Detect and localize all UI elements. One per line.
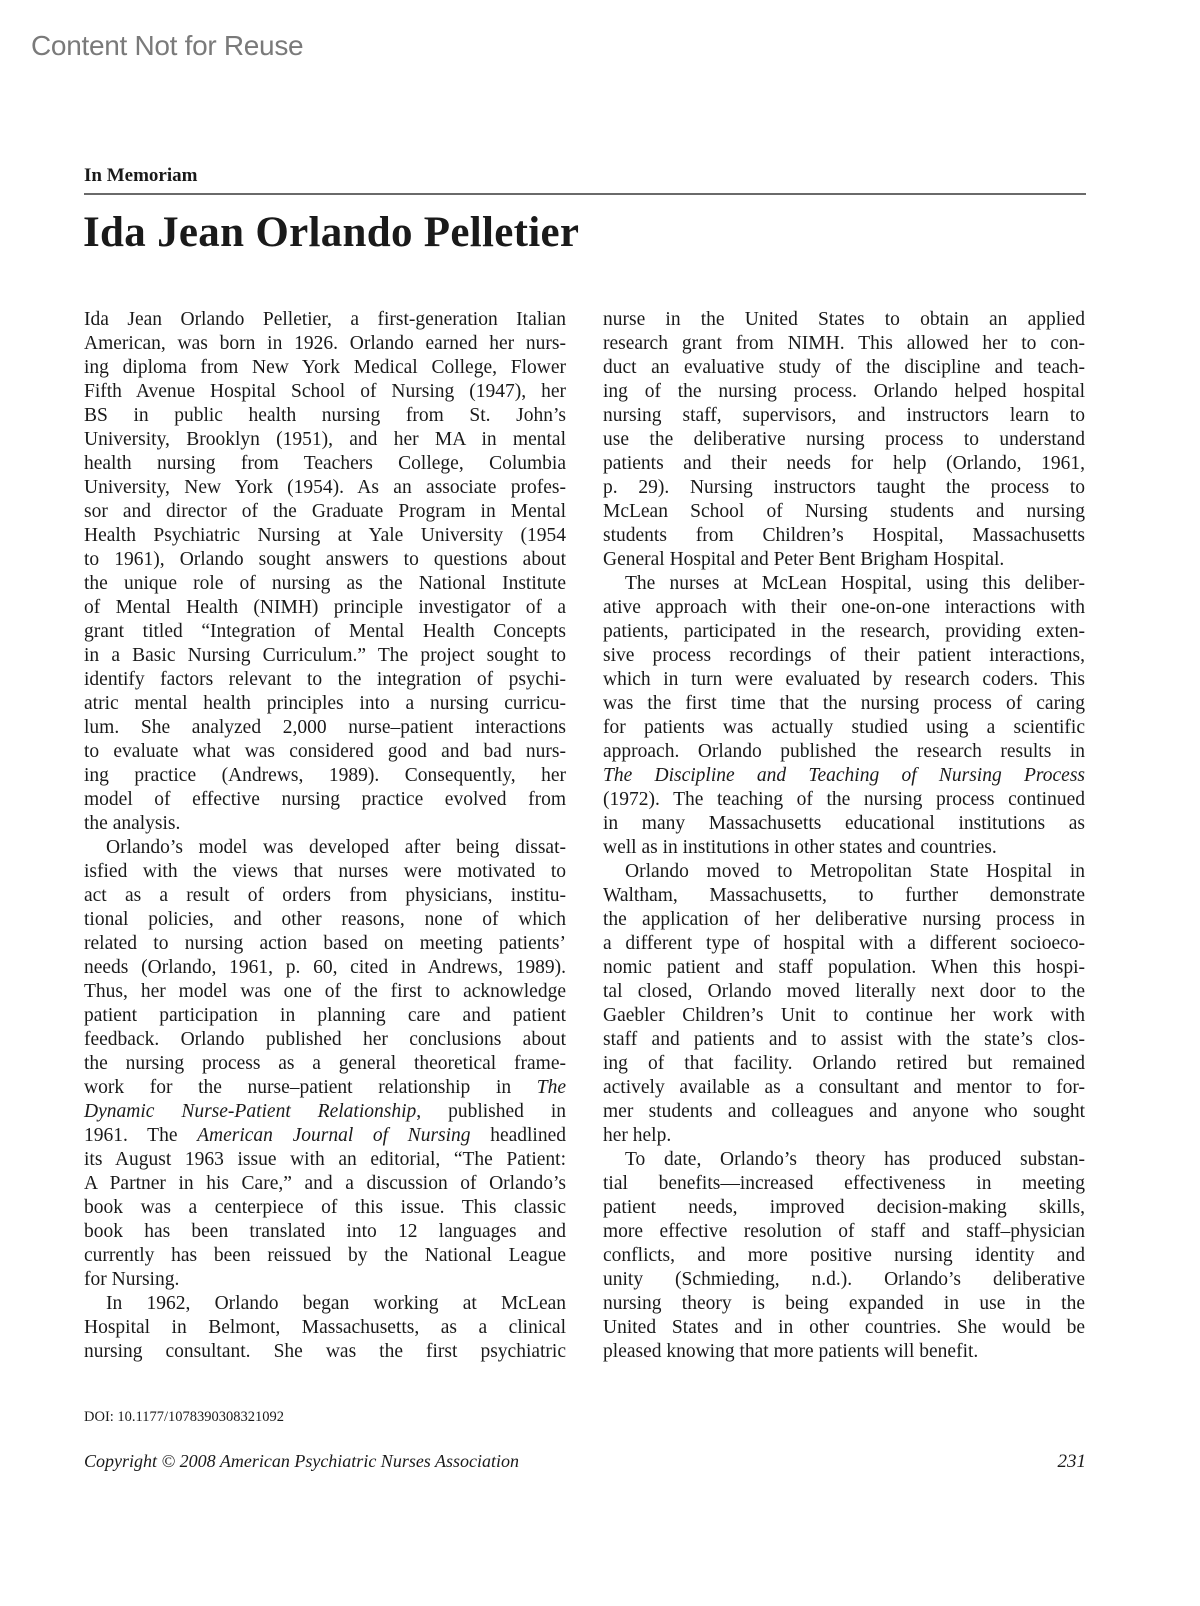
text-line: sor and director of the Graduate Program in Mental [84,501,566,522]
text-line: feedback. Orlando published her conclusions about [84,1029,566,1050]
page-number: 231 [1057,1451,1086,1472]
text-line: in many Massachusetts educational institutions as [603,813,1085,834]
text-line: book was a centerpiece of this issue. This classic [84,1197,566,1218]
text-line: of Mental Health (NIMH) principle investigator of a [84,597,566,618]
text-line: isfied with the views that nurses were motivated to [84,861,566,882]
text-line: mer students and colleagues and anyone who sought [603,1101,1085,1122]
text-line: students from Children’s Hospital, Massachusetts [603,525,1085,546]
doi: DOI: 10.1177/1078390308321092 [84,1409,285,1425]
body-column-right [603,308,1085,1364]
article-title: Ida Jean Orlando Pelletier [83,209,580,256]
text-line: its August 1963 issue with an editorial, “The Patient: [84,1149,566,1170]
text-line: her help. [603,1125,672,1146]
text-line: sive process recordings of their patient interactions, [603,645,1085,666]
text-line: ing of that facility. Orlando retired but remained [603,1053,1085,1074]
text-line: In 1962, Orlando began working at McLean [106,1293,566,1314]
text-line: nursing theory is being expanded in use in the [603,1293,1085,1314]
text-line: General Hospital and Peter Bent Brigham Hospital. [603,549,1005,570]
text-line: BS in public health nursing from St. John’s [84,405,566,426]
text-line: To date, Orlando’s theory has produced substan- [625,1149,1085,1170]
copyright: Copyright © 2008 American Psychiatric Nurses Association [84,1451,519,1471]
text-line: nurse in the United States to obtain an applied [603,309,1085,330]
text-line: University, New York (1954). As an associate profes- [84,477,566,498]
text-line: pleased knowing that more patients will benefit. [603,1341,979,1362]
text-line: the nursing process as a general theoretical frame- [84,1053,566,1074]
text-line: Hospital in Belmont, Massachusetts, as a clinical [84,1317,566,1338]
text-line: patients, participated in the research, providing exten- [603,621,1085,642]
text-line: the unique role of nursing as the National Institute [84,573,566,594]
body-column-left [84,308,566,1364]
text-line: identify factors relevant to the integration of psychi- [84,669,566,690]
text-line: patients and their needs for help (Orlando, 1961, [603,453,1085,474]
text-line: the analysis. [84,813,181,834]
section-label: In Memoriam [84,165,198,186]
text-segment: headlined [470,1125,566,1146]
text-line: was the first time that the nursing process of caring [603,693,1085,714]
text-line: duct an evaluative study of the discipline and teach- [603,357,1085,378]
text-line: McLean School of Nursing students and nursing [603,501,1085,522]
paragraph [84,1292,566,1364]
text-line: Health Psychiatric Nursing at Yale University (1954 [84,525,566,546]
text-line [84,1124,566,1148]
text-line: Fifth Avenue Hospital School of Nursing (1947), her [84,381,566,402]
text-line: ing practice (Andrews, 1989). Consequently, her [84,765,566,786]
text-line: to 1961), Orlando sought answers to questions about [84,549,566,570]
text-line: health nursing from Teachers College, Columbia [84,453,566,474]
text-line: The nurses at McLean Hospital, using this deliber- [625,573,1085,594]
paragraph [603,572,1085,860]
text-line: model of effective nursing practice evolved from [84,789,566,810]
text-line: in a Basic Nursing Curriculum.” The project sought to [84,645,566,666]
text-line: to evaluate what was considered good and bad nurs- [84,741,566,762]
text-line: which in turn were evaluated by research coders. This [603,669,1085,690]
text-line: use the deliberative nursing process to understand [603,429,1085,450]
text-segment: , published in [416,1101,566,1122]
text-line: nursing staff, supervisors, and instructors learn to [603,405,1085,426]
text-line: for Nursing. [84,1269,180,1290]
text-line: unity (Schmieding, n.d.). Orlando’s deliberative [603,1269,1085,1290]
text-line: staff and patients and to assist with the state’s clos- [603,1029,1085,1050]
text-line: related to nursing action based on meeting patients’ [84,933,566,954]
text-line: nomic patient and staff population. When this hospi- [603,957,1085,978]
text-line: atric mental health principles into a nursing curricu- [84,693,566,714]
text-line: approach. Orlando published the research results in [603,741,1085,762]
text-line: ing diploma from New York Medical College, Flower [84,357,566,378]
text-line: well as in institutions in other states and countries. [603,837,997,858]
text-line: patient participation in planning care and patient [84,1005,566,1026]
text-line [84,1100,566,1124]
text-segment: work for the nurse–patient relationship in [84,1077,537,1098]
text-line: act as a result of orders from physicians, institu- [84,885,566,906]
text-segment: 1961. The [84,1125,198,1146]
text-line: Waltham, Massachusetts, to further demonstrate [603,885,1085,906]
italic-title-text: Dynamic Nurse-Patient Relationship [84,1101,417,1122]
paragraph [603,860,1085,1148]
text-line: Thus, her model was one of the first to acknowledge [84,981,566,1002]
text-line: Orlando’s model was developed after being dissat- [106,837,566,858]
header-rule [84,193,1086,195]
text-line: a different type of hospital with a different socioeco- [603,933,1085,954]
text-line: p. 29). Nursing instructors taught the process to [603,477,1085,498]
text-line: research grant from NIMH. This allowed her to con- [603,333,1085,354]
text-line: ative approach with their one-on-one interactions with [603,597,1085,618]
italic-title-text: The [536,1077,566,1098]
text-line: for patients was actually studied using a scientific [603,717,1085,738]
text-line: tal closed, Orlando moved literally next door to the [603,981,1085,1002]
paragraph [84,836,566,1292]
text-line: (1972). The teaching of the nursing process continued [603,789,1085,810]
text-line: United States and in other countries. She would be [603,1317,1085,1338]
text-line: the application of her deliberative nursing process in [603,909,1085,930]
text-line: Orlando moved to Metropolitan State Hospital in [625,861,1085,882]
text-line: more effective resolution of staff and staff–physician [603,1221,1085,1242]
text-line: conflicts, and more positive nursing identity and [603,1245,1085,1266]
text-line: nursing consultant. She was the first psychiatric [84,1341,566,1362]
text-line: A Partner in his Care,” and a discussion of Orlando’s [84,1173,566,1194]
watermark: Content Not for Reuse [31,30,304,61]
text-line [603,764,1085,788]
text-line: grant titled “Integration of Mental Health Concepts [84,621,566,642]
text-line: ing of the nursing process. Orlando helped hospital [603,381,1085,402]
text-line [84,1076,566,1100]
text-line: needs (Orlando, 1961, p. 60, cited in Andrews, 1989). [84,957,566,978]
text-line: Gaebler Children’s Unit to continue her work with [603,1005,1085,1026]
text-line: lum. She analyzed 2,000 nurse–patient interactions [84,717,566,738]
text-line: Ida Jean Orlando Pelletier, a first-generation Italian [84,309,566,330]
paragraph [603,1148,1085,1364]
text-line: currently has been reissued by the National League [84,1245,566,1266]
paragraph [84,308,566,836]
paragraph [603,308,1085,572]
text-line: tial benefits—increased effectiveness in meeting [603,1173,1085,1194]
text-line: American, was born in 1926. Orlando earned her nurs- [84,333,566,354]
text-line: patient needs, improved decision-making skills, [603,1197,1085,1218]
text-line: University, Brooklyn (1951), and her MA in mental [84,429,566,450]
text-line: book has been translated into 12 languages and [84,1221,566,1242]
text-line: actively available as a consultant and mentor to for- [603,1077,1085,1098]
italic-title-text: The Discipline and Teaching of Nursing Process [603,765,1085,786]
text-line: tional policies, and other reasons, none of which [84,909,566,930]
italic-title-text: American Journal of Nursing [197,1125,471,1146]
